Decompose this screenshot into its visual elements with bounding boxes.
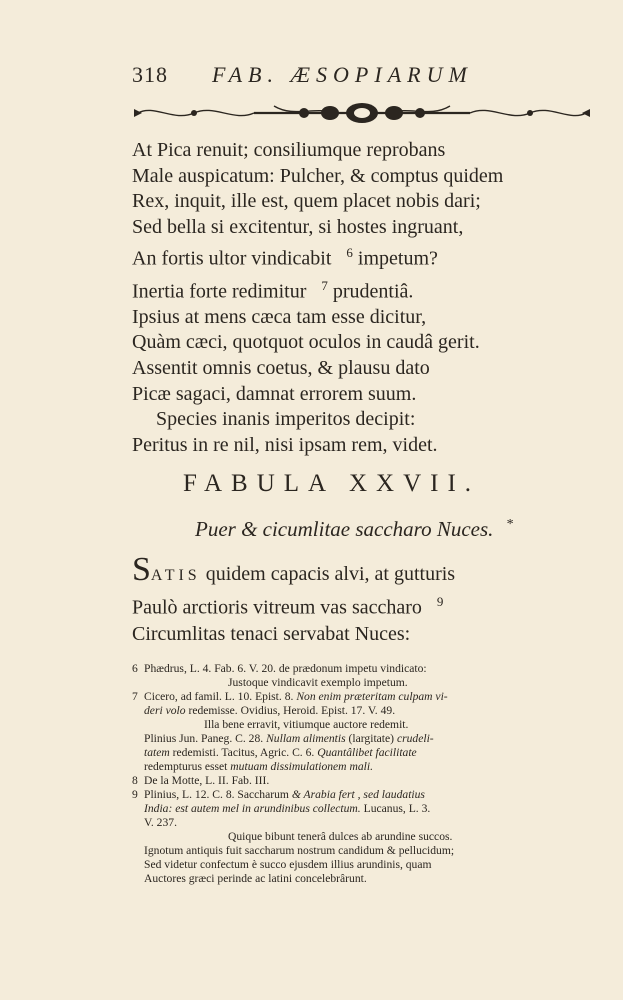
footnote-line: Auctores græci perinde ac latini concelebrârunt.: [144, 872, 367, 885]
footnote-line: V. 237.: [144, 816, 177, 829]
fable-subtitle-text: Puer & cicumlitae saccharo Nuces.: [195, 517, 494, 541]
footnote-line: [132, 662, 604, 676]
footnote-italic: Nullam alimentis: [266, 732, 346, 745]
footnote-italic: deri volo: [144, 704, 186, 717]
verse-text: quidem capacis alvi, at gutturis: [205, 563, 456, 585]
footnote-text: Plinius, L. 12. C. 8. Saccharum: [144, 788, 289, 801]
note-ref-asterisk: *: [506, 517, 514, 532]
footnote-line: Illa bene erravit, vitiumque auctore redemit.: [204, 718, 409, 731]
footnote-text: Lucanus, L. 3.: [363, 802, 431, 815]
footnote-text: De la Motte, L. II. Fab. III.: [144, 774, 270, 787]
footnote-italic: mutuam dissimulationem mali.: [230, 760, 373, 773]
verse-line: At Pica renuit; consiliumque reprobans: [132, 139, 446, 161]
verse-line: Picæ sagaci, damnat errorem suum.: [132, 382, 417, 405]
verse-line: Species inanis imperitos decipit:: [156, 408, 416, 431]
verse-line: Sed bella si excitentur, si hostes ingruant,: [132, 215, 464, 238]
verse-text: Paulò arctioris vitreum vas saccharo: [132, 596, 422, 619]
footnote-line: [144, 746, 604, 760]
floral-headband-ornament: [134, 100, 590, 126]
verse-text: impetum?: [357, 248, 438, 271]
footnotes: [132, 662, 604, 886]
footnote-line: Justoque vindicavit exemplo impetum.: [228, 676, 408, 689]
footnote-text: Phædrus, L. 4. Fab. 6. V. 20. de prædonum impetu vindicato:: [144, 662, 427, 675]
note-ref-6: 6: [346, 245, 353, 261]
verse-line: [132, 273, 572, 305]
footnote-line: [144, 802, 604, 816]
footnote-italic: crudeli-: [396, 732, 434, 745]
footnote-text: redemisti. Tacitus, Agric. C. 6.: [172, 746, 315, 759]
footnote-italic: India: est autem mel in arundinibus collectum.: [144, 802, 361, 815]
fable-verse: [132, 551, 572, 647]
footnote-number: 6: [132, 662, 138, 675]
verse-line: [132, 551, 572, 589]
footnote-line: Quique bibunt tenerâ dulces ab arundine succos.: [228, 830, 453, 843]
verse-line: [132, 589, 572, 621]
footnote-text: Plinius Jun. Paneg. C. 28.: [144, 732, 264, 745]
footnote-text: Cicero, ad famil. L. 10. Epist. 8.: [144, 690, 294, 703]
footnote-line: Ignotum antiquis fuit saccharum nostrum candidum & pellucidum;: [144, 844, 455, 857]
verse-line: Circumlitas tenaci servabat Nuces:: [132, 622, 411, 645]
verse-line: Rex, inquit, ille est, quem placet nobis dari;: [132, 190, 481, 213]
footnote-number: 8: [132, 774, 138, 787]
verse-line: Male auspicatum: Pulcher, & comptus quidem: [132, 164, 504, 187]
footnote-italic: & Arabia fert , sed laudatius: [291, 788, 425, 801]
footnote-text: redempturus esset: [144, 760, 228, 773]
drop-cap: S: [132, 551, 151, 588]
footnote-text: (largitate): [348, 732, 395, 745]
verse-line: Peritus in re nil, nisi ipsam rem, videt.: [132, 433, 438, 456]
fable-subtitle: [195, 517, 514, 542]
verse-line: Assentit omnis coetus, & plausu dato: [132, 357, 430, 380]
footnote-text: redemisse. Ovidius, Heroid. Epist. 17. V. 49.: [188, 704, 396, 717]
footnote-line: [132, 690, 604, 704]
footnote-line: [144, 760, 604, 774]
verse-text: An fortis ultor vindicabit: [132, 248, 332, 271]
footnote-line: [144, 704, 604, 718]
footnote-italic: tatem: [144, 746, 170, 759]
footnote-line: [132, 774, 604, 788]
verse-line: Ipsius at mens cæca tam esse dicitur,: [132, 305, 427, 328]
small-caps-word: ATIS: [150, 567, 201, 584]
footnote-number: 9: [132, 788, 138, 801]
verse-continuation: [132, 138, 572, 458]
verse-line: [132, 240, 572, 272]
verse-line: Quàm cæci, quotquot oculos in caudâ gerit.: [132, 331, 480, 354]
running-title: FAB. ÆSOPIARUM: [212, 62, 473, 87]
running-header: [132, 62, 532, 92]
page-number: 318: [132, 62, 168, 87]
fable-title: FABULA XXVII.: [182, 470, 481, 497]
verse-text: Inertia forte redimitur: [132, 280, 307, 303]
footnote-italic: Quantâlibet facilitate: [317, 746, 417, 759]
note-ref-9: 9: [436, 594, 444, 609]
footnote-line: [132, 788, 604, 802]
footnote-line: [144, 732, 604, 746]
footnote-line: Sed videtur confectum è succo ejusdem illius arundinis, quam: [144, 858, 432, 871]
footnote-italic: Non enim præteritam culpam vi-: [296, 690, 448, 703]
note-ref-7: 7: [321, 277, 328, 293]
footnote-number: 7: [132, 690, 138, 703]
verse-text: prudentiâ.: [332, 280, 414, 303]
